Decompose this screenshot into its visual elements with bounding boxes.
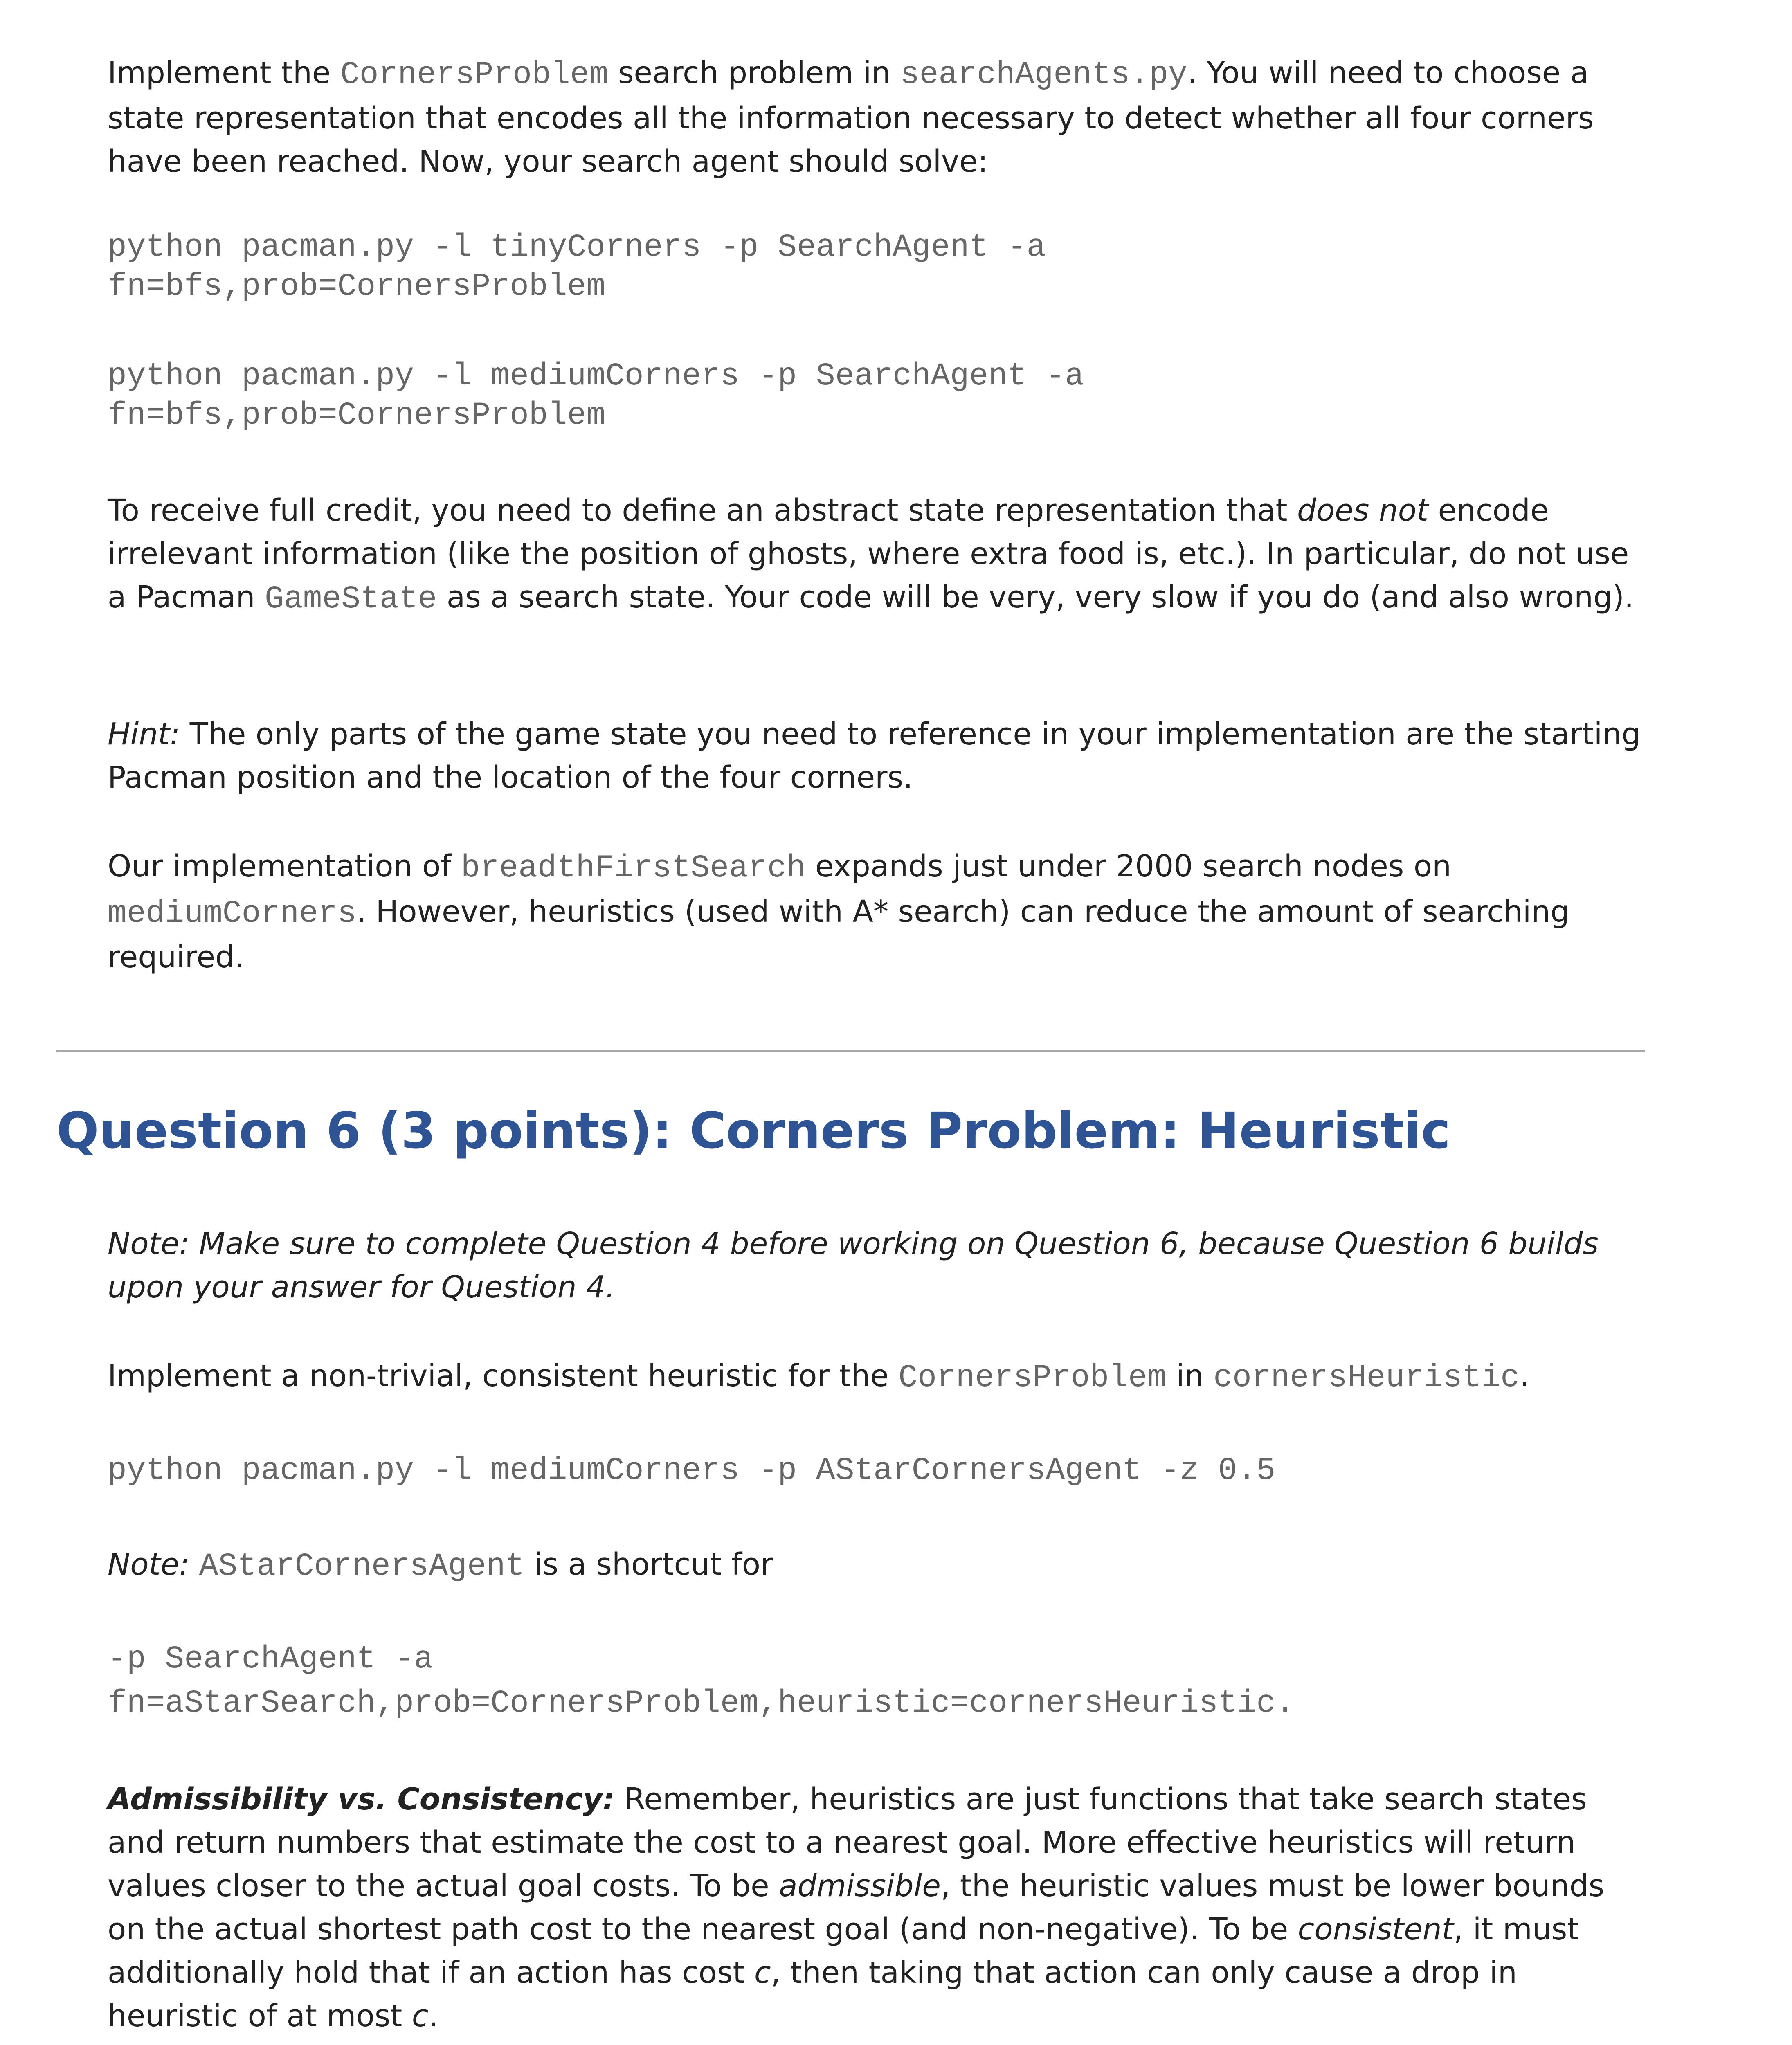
text-run: expands just under 2000 search nodes on	[805, 849, 1452, 884]
text-run: , the heuristic values must be lower bounds on the actual shortest path cost to the nearest goal (and non-negative). To be	[108, 1868, 1605, 1947]
emphasis-admissible: admissible	[779, 1868, 941, 1903]
code-shortcut-expansion: -p SearchAgent -a fn=aStarSearch,prob=CornersProblem,heuristic=cornersHeuristic.	[108, 1641, 1295, 1721]
question-6-heading: Question 6 (3 points): Corners Problem: Heuristic	[56, 1102, 1451, 1160]
admissibility-label: Admissibility vs. Consistency:	[108, 1782, 615, 1817]
q5-state-representation-paragraph	[108, 489, 1646, 621]
text-run: The only parts of the game state you need to reference in your implementation are the starting Pacman position and the location of the four corners.	[108, 717, 1641, 795]
text-run: .	[1520, 1358, 1529, 1393]
q6-admissibility-paragraph	[108, 1778, 1646, 2038]
code-search-agents-file: searchAgents.py	[900, 57, 1187, 93]
code-breadth-first-search: breadthFirstSearch	[461, 850, 806, 886]
text-run: encode irrelevant information (like the position of ghosts, where extra food is, etc.). In particular, do not use a Pacman	[108, 493, 1629, 615]
text-run: . However, heuristics (used with A* search) can reduce the amount of searching required.	[108, 894, 1570, 975]
code-corners-heuristic: cornersHeuristic	[1213, 1360, 1520, 1396]
text-run: Remember, heuristics are just functions that take search states and return numbers that estimate the cost to a nearest goal. More effective heuristics will return values closer to the actual goal costs. To be	[108, 1782, 1587, 1903]
emphasis-does-not: does not	[1297, 493, 1429, 528]
emphasis-c: c	[754, 1955, 771, 1990]
text-run: Implement the	[108, 55, 340, 90]
emphasis-consistent: consistent	[1297, 1912, 1454, 1947]
q5-hint-paragraph	[108, 712, 1646, 799]
code-corners-problem: CornersProblem	[340, 57, 609, 93]
text-run: as a search state. Your code will be very, very slow if you do (and also wrong).	[437, 580, 1634, 615]
text-run: is a shortcut for	[524, 1547, 773, 1582]
q6-note-paragraph: Note: Make sure to complete Question 4 before working on Question 6, because Question 6 builds upon your answer for Question 4.	[108, 1226, 1599, 1305]
text-run: Implement a non-trivial, consistent heuristic for the	[108, 1358, 899, 1393]
code-game-state: GameState	[265, 581, 437, 617]
text-run: search problem in	[608, 55, 900, 90]
emphasis-c: c	[411, 1998, 429, 2034]
text-run	[189, 1547, 199, 1582]
text-run: , it must additionally hold that if an action has cost	[108, 1912, 1579, 1990]
code-command-tiny-corners: python pacman.py -l tinyCorners -p SearchAgent -a fn=bfs,prob=CornersProblem	[108, 229, 1046, 305]
q6-shortcut-note	[108, 1543, 1646, 1588]
text-run: .	[428, 1998, 438, 2034]
text-run: , then taking that action can only cause a drop in heuristic of at most	[108, 1955, 1517, 2034]
section-divider	[56, 1050, 1645, 1052]
code-command-medium-corners: python pacman.py -l mediumCorners -p SearchAgent -a fn=bfs,prob=CornersProblem	[108, 358, 1084, 434]
q5-intro-paragraph	[108, 51, 1646, 183]
code-command-astar-corners: python pacman.py -l mediumCorners -p AStarCornersAgent -z 0.5	[108, 1453, 1276, 1489]
code-medium-corners: mediumCorners	[108, 896, 357, 932]
text-run: To receive full credit, you need to define an abstract state representation that	[108, 493, 1297, 528]
note-label: Note:	[108, 1547, 190, 1582]
q6-implement-paragraph	[108, 1354, 1703, 1400]
text-run: Our implementation of	[108, 849, 461, 884]
q5-bfs-paragraph	[108, 845, 1646, 979]
code-astar-corners-agent: AStarCornersAgent	[199, 1548, 525, 1584]
text-run: in	[1166, 1358, 1214, 1393]
code-corners-problem: CornersProblem	[898, 1360, 1167, 1396]
text-run: . You will need to choose a state representation that encodes all the information necessary to detect whether all four corners have been reached. Now, your search agent should solve:	[108, 55, 1594, 179]
hint-label: Hint:	[108, 717, 180, 752]
